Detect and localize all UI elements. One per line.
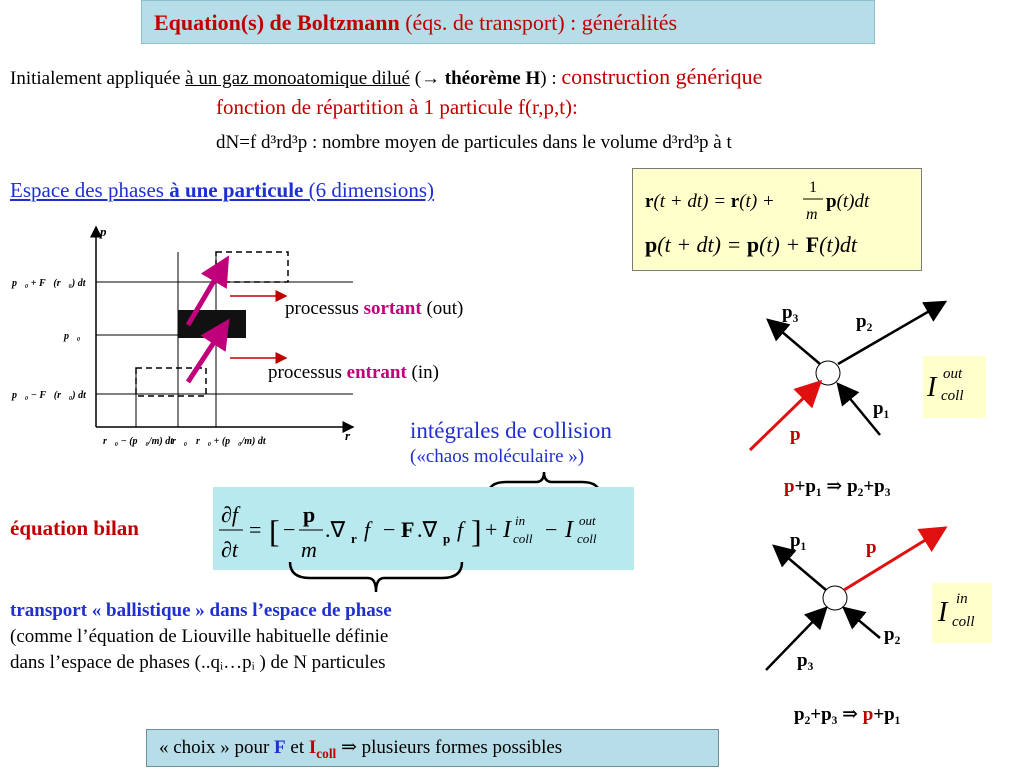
fraction-one: 1 bbox=[809, 179, 817, 196]
bilan-equation bbox=[213, 487, 634, 570]
dn-definition bbox=[216, 132, 732, 154]
out-p1: p₁ bbox=[873, 398, 890, 419]
phase-space-graph bbox=[8, 222, 361, 470]
r-equation-tail: p(t)dt bbox=[826, 191, 870, 212]
footer-post: ⇒ plusieurs formes possibles bbox=[336, 737, 563, 758]
intro-line bbox=[10, 64, 762, 90]
footer-I: I bbox=[308, 737, 317, 758]
out-p2: p₂ bbox=[856, 311, 873, 332]
r-equation: r(t + dt) = r(t) + bbox=[645, 191, 775, 212]
svg-text:−: − bbox=[545, 517, 558, 542]
svg-text:I: I bbox=[927, 372, 937, 403]
svg-text:m: m bbox=[301, 537, 317, 562]
out-word: sortant bbox=[363, 298, 422, 319]
svg-text:out: out bbox=[579, 513, 596, 528]
in-reaction: p₂+p₃ ⇒ p+p₁ bbox=[794, 704, 901, 725]
intro-pre: Initialement appliquée bbox=[10, 68, 186, 89]
dn-text: dN=f d³rd³p : nombre moyen de particules dans le volume d³rd³p à t bbox=[216, 132, 732, 153]
footer-pre: « choix » pour bbox=[159, 737, 275, 758]
out-p3: p₃ bbox=[782, 302, 799, 323]
in-p2-line bbox=[844, 608, 880, 638]
p-line bbox=[750, 382, 820, 450]
i-coll-in-box bbox=[932, 583, 992, 643]
chaos-moleculaire: («chaos moléculaire ») bbox=[410, 446, 585, 467]
in-p2: p₂ bbox=[884, 624, 901, 645]
motion-equations-svg bbox=[633, 169, 923, 272]
footer-coll: coll bbox=[316, 745, 337, 761]
svg-text:−: − bbox=[383, 517, 396, 542]
collision-circle-in bbox=[823, 586, 847, 610]
fraction-m: m bbox=[806, 206, 818, 223]
svg-text:.∇: .∇ bbox=[325, 517, 346, 542]
out-reaction: p+p₁ ⇒ p₂+p₃ bbox=[784, 476, 891, 497]
y-tick-top: p⃗₀ + F⃗(r⃗₀) dt bbox=[12, 278, 86, 289]
phase-post: (6 dimensions) bbox=[303, 178, 435, 202]
svg-text:f: f bbox=[457, 517, 464, 542]
svg-text:coll: coll bbox=[577, 531, 597, 546]
svg-text:I: I bbox=[565, 517, 573, 543]
svg-text:[: [ bbox=[269, 513, 280, 549]
svg-text:coll: coll bbox=[952, 614, 975, 630]
svg-text:]: ] bbox=[471, 513, 482, 549]
in-p: p bbox=[866, 537, 877, 558]
integrales-collision: intégrales de collision bbox=[410, 418, 612, 443]
arrow-icon: → bbox=[421, 68, 441, 89]
p-axis-label: p⃗ bbox=[100, 224, 117, 239]
in-p3: p₃ bbox=[797, 650, 814, 671]
y-tick-mid: p⃗₀ bbox=[64, 331, 81, 342]
svg-text:coll: coll bbox=[513, 531, 533, 546]
svg-text:I: I bbox=[938, 597, 948, 628]
theoreme-h: théorème H bbox=[440, 68, 541, 89]
lower-brace bbox=[286, 560, 466, 596]
footer-F: F bbox=[274, 737, 286, 758]
in-word: entrant bbox=[346, 362, 407, 383]
svg-text:p: p bbox=[443, 531, 451, 546]
in-p3-line bbox=[766, 608, 826, 670]
svg-text:=: = bbox=[249, 517, 262, 542]
in-post: (in) bbox=[406, 362, 439, 383]
title-rest: (éqs. de transport) : généralités bbox=[399, 10, 678, 35]
p-equation: p(t + dt) = p(t) + F(t)dt bbox=[645, 232, 858, 257]
bilan-equation-svg bbox=[213, 487, 634, 570]
ballistic-line3: dans l’espace de phases (..qᵢ…pᵢ ) de N particules bbox=[10, 652, 386, 673]
ballistic-line1: transport « ballistique » dans l’espace de phase bbox=[10, 600, 392, 621]
equations-of-motion bbox=[632, 168, 922, 271]
svg-text:f: f bbox=[364, 517, 371, 542]
phase-space-heading bbox=[10, 178, 434, 203]
x-tick-center: r⃗₀ bbox=[172, 436, 188, 447]
i-coll-out-box bbox=[923, 356, 986, 418]
in-p-line bbox=[844, 528, 945, 590]
in-p1-line bbox=[774, 546, 826, 590]
equation-bilan-label: équation bilan bbox=[10, 516, 139, 540]
out-post: (out) bbox=[421, 298, 464, 319]
svg-text:−: − bbox=[283, 517, 296, 542]
p2-line bbox=[838, 302, 945, 364]
svg-text:∂f: ∂f bbox=[221, 502, 238, 527]
svg-text:.∇: .∇ bbox=[417, 517, 438, 542]
svg-text:p: p bbox=[303, 502, 316, 527]
in-p1: p₁ bbox=[790, 530, 807, 551]
intro-paren-close: ) : bbox=[540, 68, 562, 89]
collision-diagram-in bbox=[740, 520, 950, 690]
process-out-label bbox=[285, 298, 463, 320]
svg-text:in: in bbox=[956, 591, 968, 607]
collision-circle bbox=[816, 361, 840, 385]
out-p: p bbox=[790, 424, 801, 445]
ballistic-paragraph bbox=[10, 598, 392, 676]
svg-text:in: in bbox=[515, 513, 526, 528]
svg-text:∂t: ∂t bbox=[221, 537, 238, 562]
process-in-label bbox=[268, 362, 439, 384]
intro-underlined: à un gaz monoatomique dilué bbox=[185, 68, 410, 89]
title-bold: Equation(s) de Boltzmann bbox=[154, 10, 400, 35]
process-arrows bbox=[230, 290, 290, 370]
svg-text:I: I bbox=[503, 517, 511, 543]
phase-pre: Espace des phases bbox=[10, 178, 170, 202]
svg-text:r: r bbox=[351, 531, 357, 546]
i-coll-in-svg bbox=[932, 583, 992, 643]
p3-line bbox=[768, 320, 820, 364]
svg-text:F: F bbox=[401, 517, 415, 542]
footer-mid: et bbox=[285, 737, 309, 758]
collision-diagram-out bbox=[740, 290, 950, 500]
ballistic-line2: (comme l’équation de Liouville habituelle définie bbox=[10, 626, 389, 647]
r-axis-label: r⃗ bbox=[345, 428, 361, 443]
out-pre: processus bbox=[285, 298, 364, 319]
fonction-repartition: fonction de répartition à 1 particule f(r,p,t): bbox=[216, 95, 578, 119]
x-tick-left: r⃗₀ − (p⃗₀/m) dt bbox=[103, 436, 173, 447]
svg-text:coll: coll bbox=[941, 388, 964, 404]
x-tick-right: r⃗₀ + (p⃗₀/m) dt bbox=[196, 436, 266, 447]
y-tick-bottom: p⃗₀ − F⃗(r⃗₀) dt bbox=[12, 390, 86, 401]
intro-paren-open: ( bbox=[409, 68, 422, 89]
dashed-cell-top bbox=[216, 252, 288, 282]
svg-text:+: + bbox=[485, 517, 498, 542]
page-title bbox=[141, 0, 875, 44]
i-coll-out-svg bbox=[923, 356, 986, 418]
construction-generique: construction générique bbox=[561, 64, 763, 89]
in-pre: processus bbox=[268, 362, 347, 383]
svg-text:out: out bbox=[943, 366, 963, 382]
footer-box bbox=[146, 729, 719, 767]
phase-bold: à une particule bbox=[169, 178, 304, 202]
